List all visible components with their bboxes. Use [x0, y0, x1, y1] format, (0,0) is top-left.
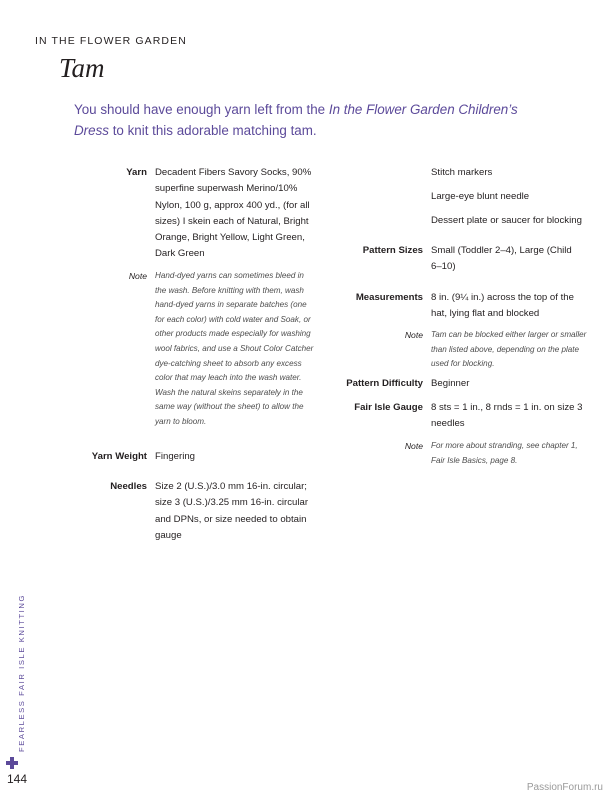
yarn-note-line: same way (without the sheet) to allow the — [155, 402, 304, 412]
needles-line: and DPNs, or size needed to obtain — [155, 513, 307, 525]
notion-item: Dessert plate or saucer for blocking — [431, 215, 582, 226]
yarn-note-line: for each color) with cold water and Soak, or — [155, 314, 311, 324]
yarn-label: Yarn — [126, 167, 147, 178]
pattern-sizes-line: 6–10) — [431, 261, 456, 273]
yarn-note-line: other products made especially for washing — [155, 329, 311, 339]
fair-isle-gauge-line: 8 sts = 1 in., 8 rnds = 1 in. on size 3 — [431, 402, 583, 413]
watermark: PassionForum.ru — [526, 782, 603, 793]
measurements-note-line: than listed above, depending on the plate — [431, 344, 580, 354]
yarn-note-line: hand-dyed yarns in separate batches (one — [155, 300, 307, 310]
measurements-note-label: Note — [404, 330, 423, 340]
pattern-sizes-line: Small (Toddler 2–4), Large (Child — [431, 245, 572, 256]
yarn-note-line: Hand-dyed yarns can sometimes bleed in — [155, 271, 304, 280]
pattern-difficulty-value: Beginner — [431, 378, 470, 389]
fair-isle-gauge-line: needles — [431, 418, 465, 430]
yarn-note-line: Wash the natural skeins separately in the — [155, 387, 303, 397]
intro-dress-title: In the Flower Garden Children’s Dress — [74, 102, 518, 138]
gauge-note-text — [431, 439, 578, 468]
section-label: IN THE FLOWER GARDEN — [35, 35, 187, 47]
pattern-difficulty-label: Pattern Difficulty — [346, 378, 423, 389]
page-title: Tam — [59, 53, 105, 83]
intro-text — [74, 99, 544, 141]
measurements-line: hat, lying flat and blocked — [431, 308, 540, 320]
yarn-weight-label: Yarn Weight — [91, 451, 147, 462]
needles-line: size 3 (U.S.)/3.25 mm 16-in. circular — [155, 497, 309, 509]
yarn-note-line: the wash. Before knitting with them, wash — [155, 285, 304, 295]
needles-line: gauge — [155, 529, 182, 541]
yarn-line: superfine superwash Merino/10% — [155, 183, 298, 195]
measurements-label: Measurements — [355, 292, 423, 303]
yarn-line: Decadent Fibers Savory Socks, 90% — [155, 167, 312, 178]
notion-item: Large-eye blunt needle — [431, 191, 530, 202]
yarn-note-line: dye-catching sheet to absorb any excess — [155, 358, 302, 368]
page-number: 144 — [7, 772, 28, 786]
needles-value — [155, 479, 308, 544]
measurements-note-text — [431, 328, 586, 372]
measurements-line: 8 in. (9¼ in.) across the top of the — [431, 292, 574, 303]
notion-item: Stitch markers — [431, 167, 493, 178]
intro-text-end: to knit this adorable matching tam. — [108, 123, 317, 138]
yarn-line: Orange, Bright Yellow, Light Green, — [155, 232, 305, 244]
yarn-line: Nylon, 100 g, approx 400 yd., (for all — [155, 199, 310, 211]
needles-line: Size 2 (U.S.)/3.0 mm 16-in. circular; — [155, 481, 307, 492]
gauge-note-line: For more about stranding, see chapter 1, — [431, 441, 578, 450]
pattern-sizes-value — [431, 243, 572, 276]
fair-isle-gauge-label: Fair Isle Gauge — [354, 402, 423, 413]
gauge-note-label: Note — [404, 441, 423, 451]
yarn-note-text — [155, 269, 313, 430]
measurements-note-line: Tam can be blocked either larger or smaller — [431, 330, 587, 339]
yarn-note-line: wool fabrics, and use a Shout Color Catcher — [155, 343, 314, 353]
gauge-note-line: Fair Isle Basics, page 8. — [431, 455, 518, 465]
yarn-note-label: Note — [128, 271, 147, 281]
plus-icon — [6, 757, 18, 769]
yarn-line: sizes) I skein each of Natural, Bright — [155, 215, 309, 227]
yarn-note-line: yarn to bloom. — [155, 416, 207, 426]
measurements-value — [431, 290, 574, 323]
book-title-spine: FEARLESS FAIR ISLE KNITTING — [17, 594, 26, 752]
pattern-sizes-label: Pattern Sizes — [362, 245, 423, 256]
yarn-note-line: color that may leach into the wash water. — [155, 373, 302, 383]
fair-isle-gauge-value — [431, 400, 582, 433]
yarn-value — [155, 165, 311, 263]
needles-label: Needles — [110, 481, 147, 492]
measurements-note-line: used for blocking. — [431, 359, 495, 369]
intro-text-start: You should have enough yarn left from the — [74, 102, 329, 117]
yarn-weight-value: Fingering — [155, 451, 195, 462]
yarn-line: Dark Green — [155, 248, 205, 260]
